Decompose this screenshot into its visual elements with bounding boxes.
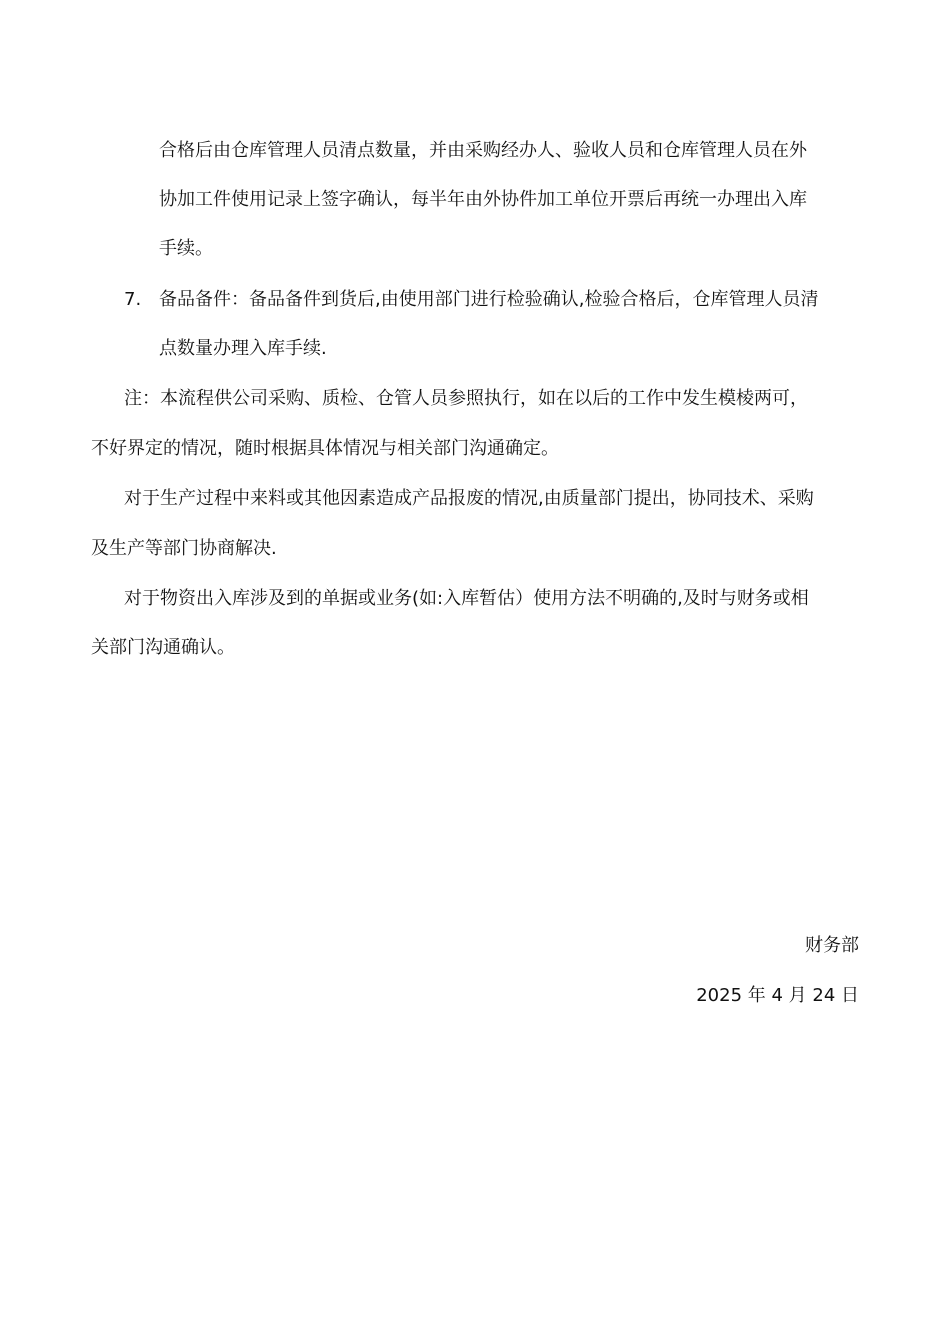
docs-line-1: 对于物资出入库涉及到的单据或业务(如:入库暂估）使用方法不明确的,及时与财务或相: [124, 588, 809, 609]
item7-line-2: 点数量办理入库手续.: [159, 338, 327, 359]
docs-line-2: 关部门沟通确认。: [91, 637, 235, 658]
signature-department: 财务部: [805, 935, 859, 956]
signature-date: 2025 年 4 月 24 日: [696, 985, 859, 1006]
note-line-2: 不好界定的情况，随时根据具体情况与相关部门沟通确定。: [91, 438, 559, 459]
item6-line-2: 协加工件使用记录上签字确认，每半年由外协件加工单位开票后再统一办理出入库: [159, 189, 807, 210]
item7-line-1: 备品备件：备品备件到货后,由使用部门进行检验确认,检验合格后，仓库管理人员清: [159, 289, 819, 310]
scrap-line-2: 及生产等部门协商解决.: [91, 538, 277, 559]
item6-line-3: 手续。: [159, 238, 213, 259]
item7-number: 7.: [124, 289, 142, 310]
scrap-line-1: 对于生产过程中来料或其他因素造成产品报废的情况,由质量部门提出，协同技术、采购: [124, 488, 814, 509]
note-line-1: 注：本流程供公司采购、质检、仓管人员参照执行，如在以后的工作中发生模棱两可，: [124, 388, 808, 409]
item6-line-1: 合格后由仓库管理人员清点数量，并由采购经办人、验收人员和仓库管理人员在外: [159, 140, 807, 161]
